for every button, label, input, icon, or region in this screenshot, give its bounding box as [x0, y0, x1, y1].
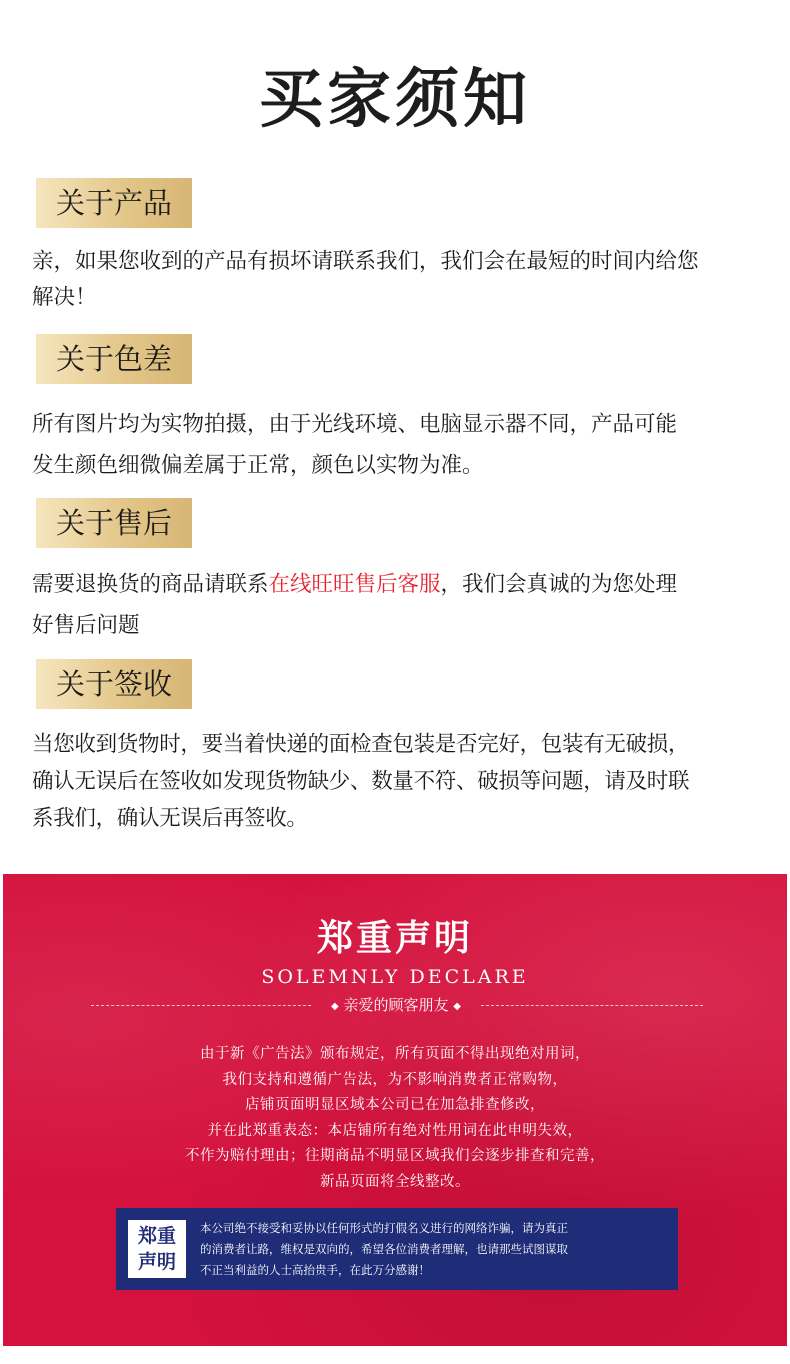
section-text-after-sales	[32, 564, 762, 646]
after-sales-text-after: ，我们会真诚的为您处理	[440, 572, 678, 597]
notice-box	[116, 1208, 678, 1290]
declaration-body	[63, 1042, 727, 1195]
declaration-line: 店铺页面明显区域本公司已在加急排查修改，	[245, 1097, 545, 1113]
declaration-banner	[3, 874, 787, 1346]
section-line	[32, 564, 762, 605]
declaration-line: 由于新《广告法》颁布规定，所有页面不得出现绝对用词，	[200, 1046, 590, 1062]
online-service-link[interactable]: 在线旺旺售后客服	[268, 572, 441, 597]
after-sales-text-before: 需要退换货的商品请联系	[32, 572, 269, 597]
divider-left	[91, 1005, 311, 1006]
notice-line: 不正当利益的人士高抬贵手，在此万分感谢！	[200, 1263, 430, 1277]
notice-label	[128, 1220, 186, 1278]
section-tag-after-sales: 关于售后	[36, 498, 192, 548]
notice-line: 本公司绝不接受和妥协以任何形式的打假名义进行的网络诈骗，请为真正	[200, 1221, 568, 1235]
declaration-greeting	[313, 994, 479, 1015]
page-title: 买家须知	[259, 63, 531, 137]
diamond-icon: ◆	[453, 1001, 461, 1012]
greeting-text: 亲爱的顾客朋友	[343, 996, 449, 1014]
declaration-subtitle: SOLEMNLY DECLARE	[261, 966, 529, 988]
declaration-line: 我们支持和遵循广告法，为不影响消费者正常购物，	[222, 1071, 568, 1088]
declaration-line: 并在此郑重表态：本店铺所有绝对性用词在此申明失效，	[207, 1122, 583, 1139]
section-line: 确认无误后在签收如发现货物缺少、数量不符、破损等问题，请及时联	[32, 769, 690, 794]
section-line: 好售后问题	[32, 613, 140, 638]
divider-right	[481, 1005, 703, 1006]
section-tag-color: 关于色差	[36, 334, 192, 384]
declaration-line: 不作为赔付理由；往期商品不明显区域我们会逐步排查和完善，	[185, 1148, 605, 1164]
declaration-title: 郑重声明	[316, 918, 473, 959]
section-text-color	[32, 404, 762, 486]
section-tag-signing: 关于签收	[36, 659, 192, 709]
notice-label-line: 声明	[137, 1251, 176, 1273]
declaration-line: 新品页面将全线整改。	[320, 1173, 470, 1190]
notice-label-line: 郑重	[137, 1225, 176, 1247]
section-line: 系我们，确认无误后再签收。	[32, 806, 308, 831]
section-line: 当您收到货物时，要当着快递的面检查包装是否完好，包装有无破损，	[32, 732, 690, 757]
notice-text	[200, 1218, 670, 1281]
section-line: 所有图片均为实物拍摄，由于光线环境、电脑显示器不同，产品可能	[32, 412, 678, 437]
diamond-icon: ◆	[331, 1001, 339, 1012]
section-line: 解决！	[32, 285, 97, 310]
section-text-product	[32, 244, 762, 316]
section-tag-product: 关于产品	[36, 178, 192, 228]
notice-line: 的消费者让路，维权是双向的，希望各位消费者理解，也请那些试图谋取	[200, 1242, 568, 1256]
section-line: 发生颜色细微偏差属于正常，颜色以实物为准。	[32, 453, 484, 478]
section-line: 亲，如果您收到的产品有损坏请联系我们，我们会在最短的时间内给您	[32, 249, 699, 274]
section-text-signing	[32, 726, 762, 837]
